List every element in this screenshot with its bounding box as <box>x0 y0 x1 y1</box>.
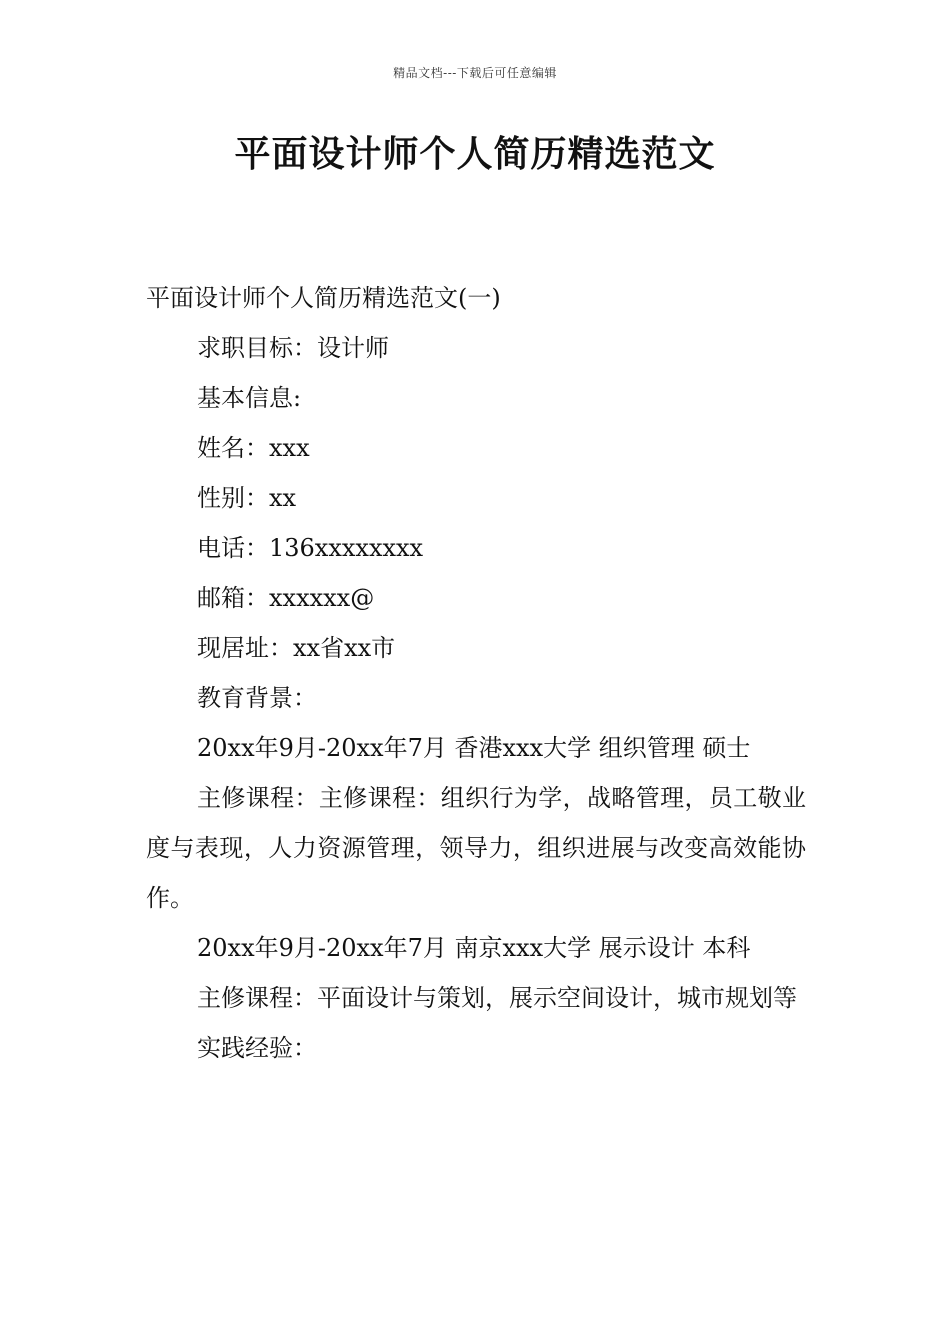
gender-field: 性别：xx <box>197 484 297 512</box>
courses-masters: 主修课程：主修课程：组织行为学，战略管理，员工敬业度与表现，人力资源管理，领导力，组织进展与改变高效能协作。 <box>146 784 806 912</box>
experience-heading: 实践经验： <box>197 1034 317 1062</box>
education-heading: 教育背景： <box>197 684 317 712</box>
basic-info-heading: 基本信息: <box>197 384 302 412</box>
document-title: 平面设计师个人简历精选范文 <box>234 134 716 175</box>
job-objective: 求职目标：设计师 <box>197 334 389 362</box>
education-entry-masters: 20xx年9月-20xx年7月 香港xxx大学 组织管理 硕士 <box>197 734 751 762</box>
address-field: 现居址：xx省xx市 <box>197 634 396 662</box>
education-entry-bachelor: 20xx年9月-20xx年7月 南京xxx大学 展示设计 本科 <box>197 934 751 962</box>
section-heading: 平面设计师个人简历精选范文(一) <box>146 284 501 312</box>
email-field: 邮箱：xxxxxx@ <box>197 584 375 612</box>
document-body <box>146 273 806 1073</box>
name-field: 姓名：xxx <box>197 434 310 462</box>
header-note: 精品文档---下载后可任意编辑 <box>393 66 557 80</box>
phone-field: 电话：136xxxxxxxx <box>197 534 424 562</box>
courses-bachelor: 主修课程：平面设计与策划，展示空间设计，城市规划等 <box>197 984 797 1012</box>
